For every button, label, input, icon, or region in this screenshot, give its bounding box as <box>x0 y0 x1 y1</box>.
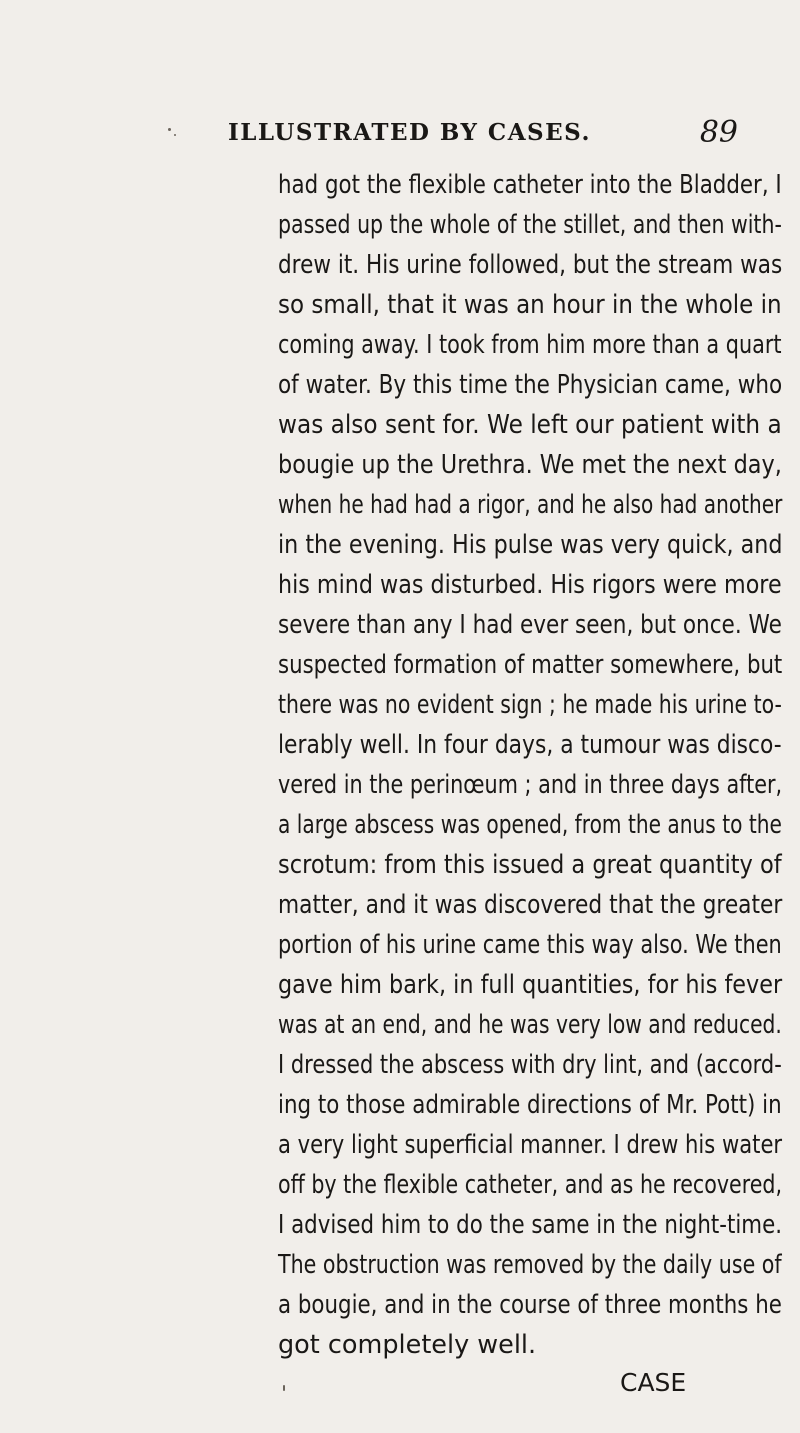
text-line: a large abscess was opened, from the anus to the <box>278 810 782 840</box>
text-line: had got the flexible catheter into the Bladder, I <box>278 170 782 200</box>
text-line: was at an end, and he was very low and reduced. <box>278 1010 782 1040</box>
text-line: The obstruction was removed by the daily use of <box>278 1250 782 1280</box>
paper-speck <box>168 128 171 131</box>
text-line: a very light superficial manner. I drew his water <box>278 1130 783 1160</box>
page-number: 89 <box>699 115 738 150</box>
text-line: a bougie, and in the course of three months he <box>278 1290 782 1320</box>
text-line: his mind was disturbed. His rigors were more <box>278 570 782 600</box>
text-line: ing to those admirable directions of Mr. Pott) in <box>278 1090 782 1120</box>
text-line: when he had had a rigor, and he also had another <box>278 490 783 520</box>
text-line: portion of his urine came this way also. We then <box>278 930 782 960</box>
text-line: bougie up the Urethra. We met the next day, <box>278 450 782 480</box>
text-line: suspected formation of matter somewhere, but <box>278 650 783 680</box>
text-line: there was no evident sign ; he made his urine to- <box>278 690 782 720</box>
text-line: so small, that it was an hour in the whole in <box>278 290 782 320</box>
text-line: off by the flexible catheter, and as he recovered, <box>278 1170 783 1200</box>
text-line: severe than any I had ever seen, but once. We <box>278 610 782 640</box>
paper-speck <box>283 1385 285 1391</box>
text-line: of water. By this time the Physician came, who <box>278 370 783 400</box>
paper-speck <box>174 134 176 136</box>
text-line: got completely well. <box>278 1330 537 1360</box>
text-line: coming away. I took from him more than a quart <box>278 330 782 360</box>
text-line: gave him bark, in full quantities, for his fever <box>278 970 783 1000</box>
running-head: ILLUSTRATED BY CASES. <box>228 119 591 146</box>
text-line: matter, and it was discovered that the greater <box>278 890 783 920</box>
text-line: lerably well. In four days, a tumour was disco- <box>278 730 782 760</box>
catchword: CASE <box>620 1368 687 1397</box>
text-line: in the evening. His pulse was very quick, and <box>278 530 783 560</box>
page-header <box>228 117 738 157</box>
text-line: I advised him to do the same in the night-time. <box>278 1210 782 1240</box>
text-line: drew it. His urine followed, but the stream was <box>278 250 783 280</box>
text-line: scrotum: from this issued a great quantity of <box>278 850 782 880</box>
text-line: vered in the perinœum ; and in three days after, <box>278 770 783 800</box>
text-line: was also sent for. We left our patient with a <box>278 410 782 440</box>
text-line: I dressed the abscess with dry lint, and (accord- <box>278 1050 782 1080</box>
text-line: passed up the whole of the stillet, and then with- <box>278 210 782 240</box>
